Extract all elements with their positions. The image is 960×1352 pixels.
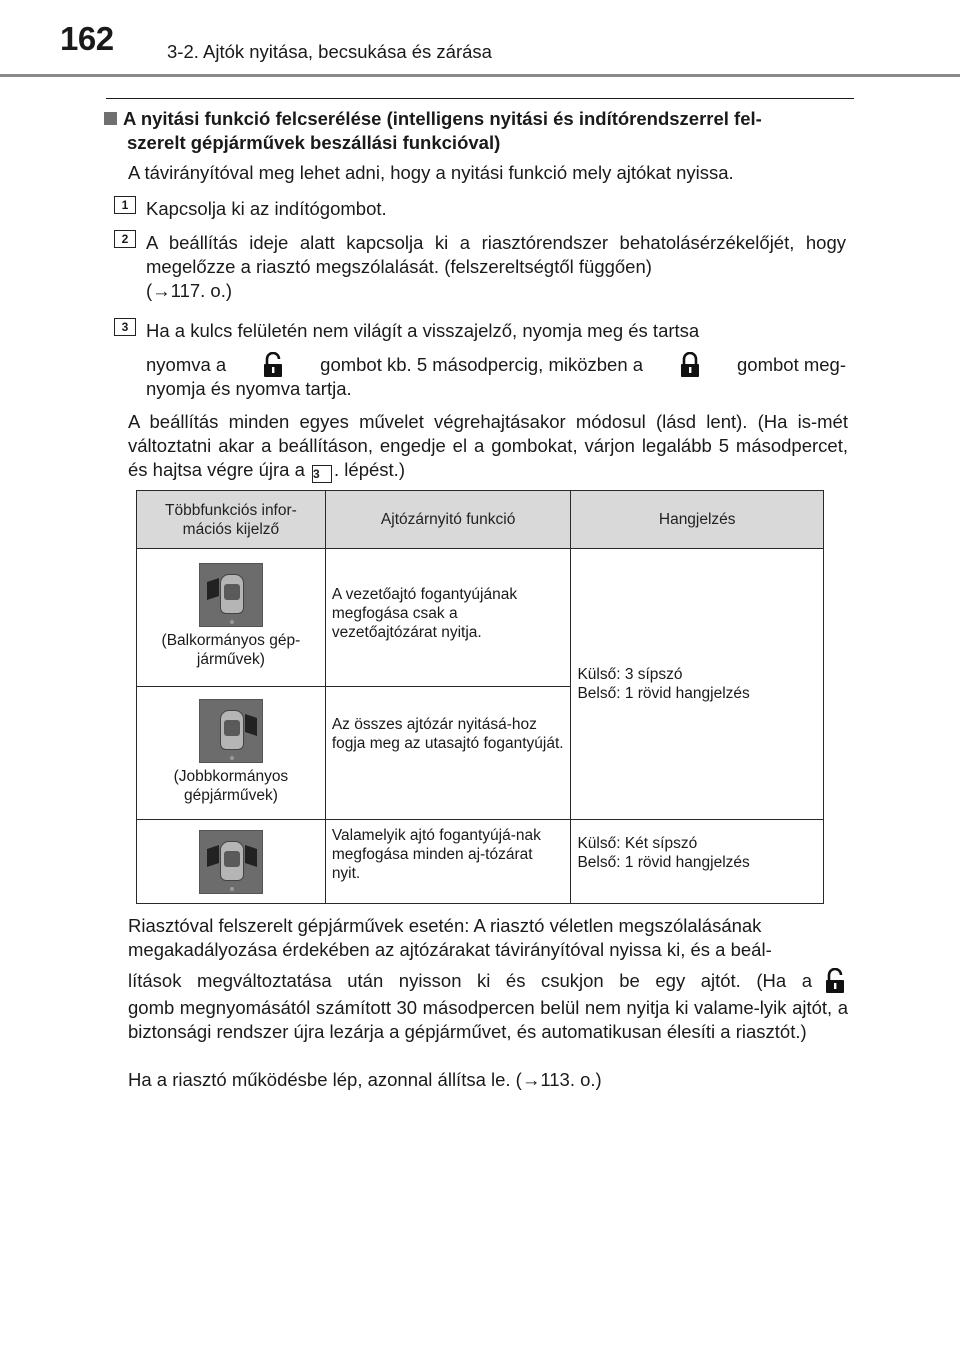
table-row	[137, 549, 824, 687]
display-caption: (Balkormányos gép-járművek)	[161, 632, 301, 668]
step-2-ref: (→117. o.)	[146, 280, 233, 301]
display-caption: (Jobbkormányos gépjárművek)	[173, 768, 289, 804]
heading-line-2: szerelt gépjárművek beszállási funkcióval)	[127, 132, 501, 153]
sound-outer: Külső: 3 sípszó	[577, 666, 683, 683]
display-cell	[137, 687, 326, 820]
function-cell: Az összes ajtózár nyitásá-hoz fogja meg az utasajtó fogantyúját.	[325, 687, 571, 820]
heading-line-1: A nyitási funkció felcserélése (intelligens nyitási és indítórendszerrel fel-	[123, 108, 762, 129]
step-reference: 3	[312, 465, 332, 483]
step-3-line-3: nyomja és nyomva tartja.	[146, 378, 352, 399]
setting-table	[136, 490, 824, 904]
sound-cell	[571, 820, 824, 904]
header-display: Többfunkciós infor-mációs kijelző	[137, 491, 326, 549]
function-cell: Valamelyik ajtó fogantyújá-nak megfogása minden aj-tózárat nyit.	[325, 820, 571, 904]
header-rule	[0, 74, 960, 77]
intro-text: A távirányítóval meg lehet adni, hogy a nyitási funkció mely ajtókat nyissa.	[128, 162, 734, 183]
alarm-note-line-4: gomb megnyomásától számított 30 másodpercen belül nem nyitja ki valame-lyik ajtót, a biztonsági rendszer újra lezárja a gépjárművet, és automatikusan élesíti a riasztót.)	[128, 997, 848, 1042]
car-driver-door-icon	[199, 563, 263, 627]
page-number: 162	[60, 20, 114, 57]
unlock-icon	[262, 352, 284, 378]
step-number-2: 2	[114, 230, 136, 248]
display-cell	[137, 549, 326, 687]
sound-inner: Belső: 1 rövid hangjelzés	[577, 685, 750, 702]
table-row	[137, 820, 824, 904]
car-passenger-door-icon	[199, 699, 263, 763]
alarm-note-line-2: megakadályozása érdekében az ajtózárakat távirányítóval nyissa ki, és a beál-	[128, 939, 772, 960]
function-cell: A vezetőajtó fogantyújának megfogása csak a vezetőajtózárat nyitja.	[325, 549, 571, 687]
setting-note: A beállítás minden egyes művelet végrehajtásakor módosul (lásd lent). (Ha is-mét változtatni akar a beállításon, engedje el a gombokat, várjon legalább 5 másodpercet, és hajtsa végre újra a 3 . lépést.)	[128, 411, 848, 481]
step-number-1: 1	[114, 196, 136, 214]
display-cell	[137, 820, 326, 904]
step-3-line-1: Ha a kulcs felületén nem világít a visszajelző, nyomja meg és tartsa	[146, 320, 700, 341]
header-function: Ajtózárnyitó funkció	[325, 491, 571, 549]
lock-icon	[679, 352, 701, 378]
sound-outer: Külső: Két sípszó	[577, 835, 698, 852]
square-bullet-icon	[104, 112, 117, 125]
step-2-text: A beállítás ideje alatt kapcsolja ki a riasztórendszer behatolásérzékelőjét, hogy megelőzze a riasztó megszólalását. (felszereltségtől függően)	[146, 232, 846, 277]
step-3-line-2: nyomva a gombot kb. 5 másodpercig, miközben a gombot meg-	[146, 352, 846, 378]
header-sound: Hangjelzés	[571, 491, 824, 549]
alarm-note-line-3-row	[128, 968, 848, 994]
step-1-text: Kapcsolja ki az indítógombot.	[146, 198, 387, 219]
unlock-icon	[824, 968, 846, 994]
table-header-row	[137, 491, 824, 549]
alarm-note-line-1: Riasztóval felszerelt gépjárművek esetén: A riasztó véletlen megszólalásának	[128, 915, 762, 936]
sound-cell	[571, 549, 824, 820]
car-all-doors-icon	[199, 830, 263, 894]
alarm-note-line-3: lítások megváltoztatása után nyisson ki és csukjon be egy ajtót. (Ha a	[128, 970, 812, 991]
alarm-note-line-5: Ha a riasztó működésbe lép, azonnal állítsa le. (→113. o.)	[128, 1069, 602, 1090]
section-title: 3-2. Ajtók nyitása, becsukása és zárása	[167, 41, 492, 62]
section-rule	[106, 98, 854, 99]
step-number-3: 3	[114, 318, 136, 336]
sound-inner: Belső: 1 rövid hangjelzés	[577, 854, 750, 871]
subsection-heading	[104, 107, 856, 155]
